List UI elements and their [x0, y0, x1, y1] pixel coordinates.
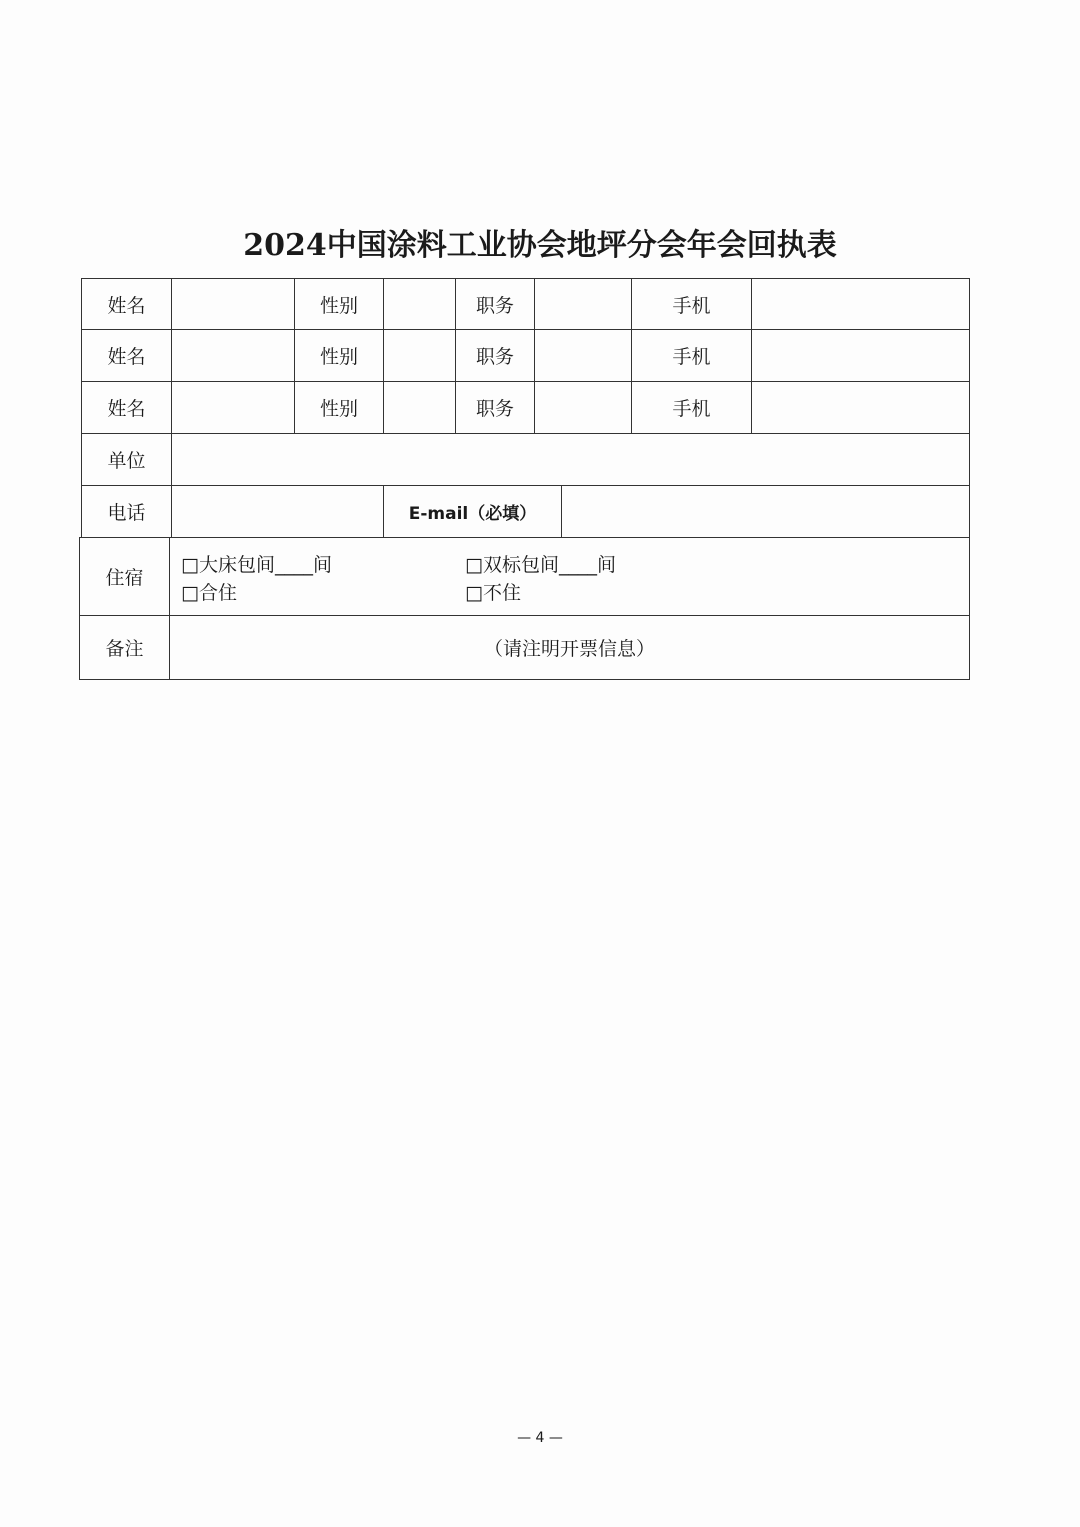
mobile-label-3-text: 手机: [672, 398, 711, 420]
lodging-option-checkbox[interactable]: □合住: [181, 582, 237, 604]
position-field-3[interactable]: [534, 381, 632, 434]
company-field[interactable]: [171, 433, 970, 486]
remarks-label-text: 备注: [105, 638, 144, 660]
mobile-label-2-text: 手机: [672, 346, 711, 368]
mobile-field-1[interactable]: [751, 278, 970, 330]
email-field[interactable]: [561, 485, 970, 538]
name-label-2: [81, 329, 172, 382]
position-field-1[interactable]: [534, 278, 632, 330]
mobile-label-3: [631, 381, 752, 434]
company-label-text: 单位: [107, 450, 146, 472]
name-label-2-text: 姓名: [107, 346, 146, 368]
name-field-1[interactable]: [171, 278, 295, 330]
position-label-2-text: 职务: [475, 346, 514, 368]
mobile-label-2: [631, 329, 752, 382]
name-field-2[interactable]: [171, 329, 295, 382]
form-title: 2024中国涂料工业协会地坪分会年会回执表: [243, 228, 837, 263]
gender-label-3: [294, 381, 384, 434]
mobile-label-1: [631, 278, 752, 330]
mobile-field-3[interactable]: [751, 381, 970, 434]
name-label-1: [81, 278, 172, 330]
position-label-1: [455, 278, 535, 330]
gender-label-1-text: 性别: [319, 294, 358, 317]
phone-label-text: 电话: [107, 502, 146, 524]
name-label-3-text: 姓名: [107, 398, 146, 420]
company-label: [81, 433, 172, 486]
remarks-field[interactable]: [169, 615, 970, 680]
lodging-option-checkbox[interactable]: □大床包间____间: [181, 554, 332, 576]
gender-field-3[interactable]: [383, 381, 456, 434]
mobile-label-1-text: 手机: [672, 294, 711, 317]
gender-field-2[interactable]: [383, 329, 456, 382]
gender-label-2-text: 性别: [319, 346, 358, 368]
gender-field-1[interactable]: [383, 278, 456, 330]
lodging-label-text: 住宿: [105, 567, 144, 589]
mobile-field-2[interactable]: [751, 329, 970, 382]
position-label-3: [455, 381, 535, 434]
lodging-option-checkbox[interactable]: □不住: [465, 582, 521, 604]
remarks-label: [79, 615, 170, 680]
position-label-3-text: 职务: [475, 398, 514, 420]
gender-label-3-text: 性别: [319, 398, 358, 420]
position-label-2: [455, 329, 535, 382]
lodging-option-checkbox[interactable]: □双标包间____间: [465, 554, 616, 576]
phone-label: [81, 485, 172, 538]
phone-field[interactable]: [171, 485, 384, 538]
position-label-1-text: 职务: [475, 294, 514, 317]
name-label-3: [81, 381, 172, 434]
remarks-field-text: （请注明开票信息）: [483, 638, 655, 660]
email-label: [383, 485, 562, 538]
lodging-label: [79, 537, 170, 616]
gender-label-2: [294, 329, 384, 382]
name-field-3[interactable]: [171, 381, 295, 434]
email-label-text: E-mail（必填）: [408, 504, 537, 524]
page-number: — 4 —: [517, 1430, 563, 1446]
name-label-1-text: 姓名: [107, 294, 146, 317]
position-field-2[interactable]: [534, 329, 632, 382]
gender-label-1: [294, 278, 384, 330]
